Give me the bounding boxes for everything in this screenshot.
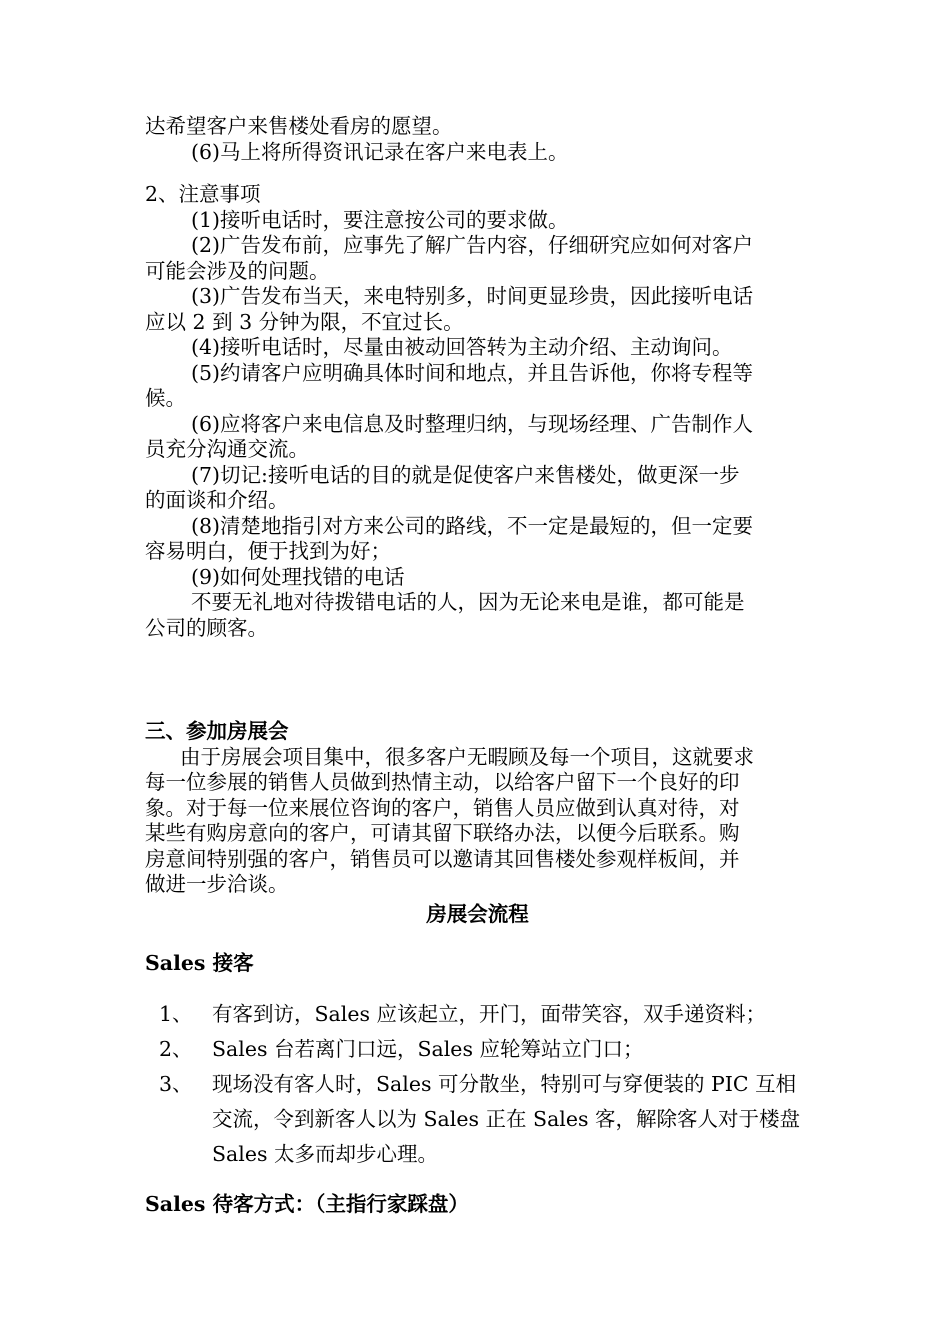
note-item-6-cont: 员充分沟通交流。 [145,437,309,461]
paragraph-line: 做进一步洽谈。 [145,872,289,896]
list-item-number: 3、 [159,1071,193,1096]
note-item-6: (6)应将客户来电信息及时整理归纳，与现场经理、广告制作人 [191,411,754,436]
list-item-text: 有客到访，Sales 应该起立，开门，面带笑容，双手递资料； [212,1001,766,1026]
note-item-7-cont: 的面谈和介绍。 [145,488,289,512]
note-item-10-cont: 公司的顾客。 [145,615,268,640]
list-item [145,1032,810,1067]
list-item-number: 2、 [159,1036,193,1061]
paragraph-line: 由于房展会项目集中，很多客户无暇顾及每一个项目，这就要求 [180,744,754,769]
section-3-paragraph [145,745,810,898]
section-heading: 2、注意事项 [145,182,261,206]
sales-waiting-heading: Sales 待客方式：（主指行家踩盘） [145,1191,469,1216]
notes-list [145,208,810,642]
list-item [145,997,810,1032]
note-item-3: (3)广告发布当天，来电特别多，时间更显珍贵，因此接听电话 [191,284,754,308]
list-item-text: 现场没有客人时，Sales 可分散坐，特别可与穿便装的 PIC 互相交流，令到新客人以为 Sales 正在 Sales 客，解除客人对于楼盘 Sales 太多而却步心理。 [212,1071,801,1166]
flow-title: 房展会流程 [426,901,529,926]
paragraph-line: 象。对于每一位来展位咨询的客户，销售人员应做到认真对待，对 [145,795,740,820]
note-item-3-cont: 应以 2 到 3 分钟为限，不宜过长。 [145,309,464,334]
note-item-2: (2)广告发布前，应事先了解广告内容，仔细研究应如何对客户 [191,233,754,257]
note-item-2-cont: 可能会涉及的问题。 [145,258,330,283]
paragraph-line: 房意间特别强的客户，销售员可以邀请其回售楼处参观样板间，并 [145,846,740,871]
note-item-10: 不要无礼地对待拨错电话的人，因为无论来电是谁，都可能是 [191,590,745,614]
paragraph-line: 每一位参展的销售人员做到热情主动，以给客户留下一个良好的印 [145,770,740,794]
text-line: 达希望客户来售楼处看房的愿望。 [145,114,453,138]
text-line: (6)马上将所得资讯记录在客户来电表上。 [191,139,569,164]
list-item [145,1067,810,1172]
sales-steps-list [145,997,810,1172]
sales-reception-heading: Sales 接客 [145,951,254,975]
note-item-8: (8)清楚地指引对方来公司的路线，不一定是最短的，但一定要 [191,513,754,538]
document-page [145,114,810,1217]
list-item-number: 1、 [159,1001,193,1026]
note-item-1: (1)接听电话时，要注意按公司的要求做。 [191,207,569,232]
note-item-8-cont: 容易明白，便于找到为好； [145,539,391,563]
note-item-9: (9)如何处理找错的电话 [191,564,405,589]
note-item-5: (5)约请客户应明确具体时间和地点，并且告诉他，你将专程等 [191,360,754,385]
section-3-heading: 三、参加房展会 [145,719,289,743]
note-item-7: (7)切记:接听电话的目的就是促使客户来售楼处，做更深一步 [191,462,740,487]
list-item-text: Sales 台若离门口远，Sales 应轮筹站立门口； [212,1036,644,1061]
note-item-5-cont: 候。 [145,386,186,410]
note-item-4: (4)接听电话时，尽量由被动回答转为主动介绍、主动询问。 [191,335,733,359]
paragraph-line: 某些有购房意向的客户，可请其留下联络办法，以便今后联系。购 [145,821,740,845]
